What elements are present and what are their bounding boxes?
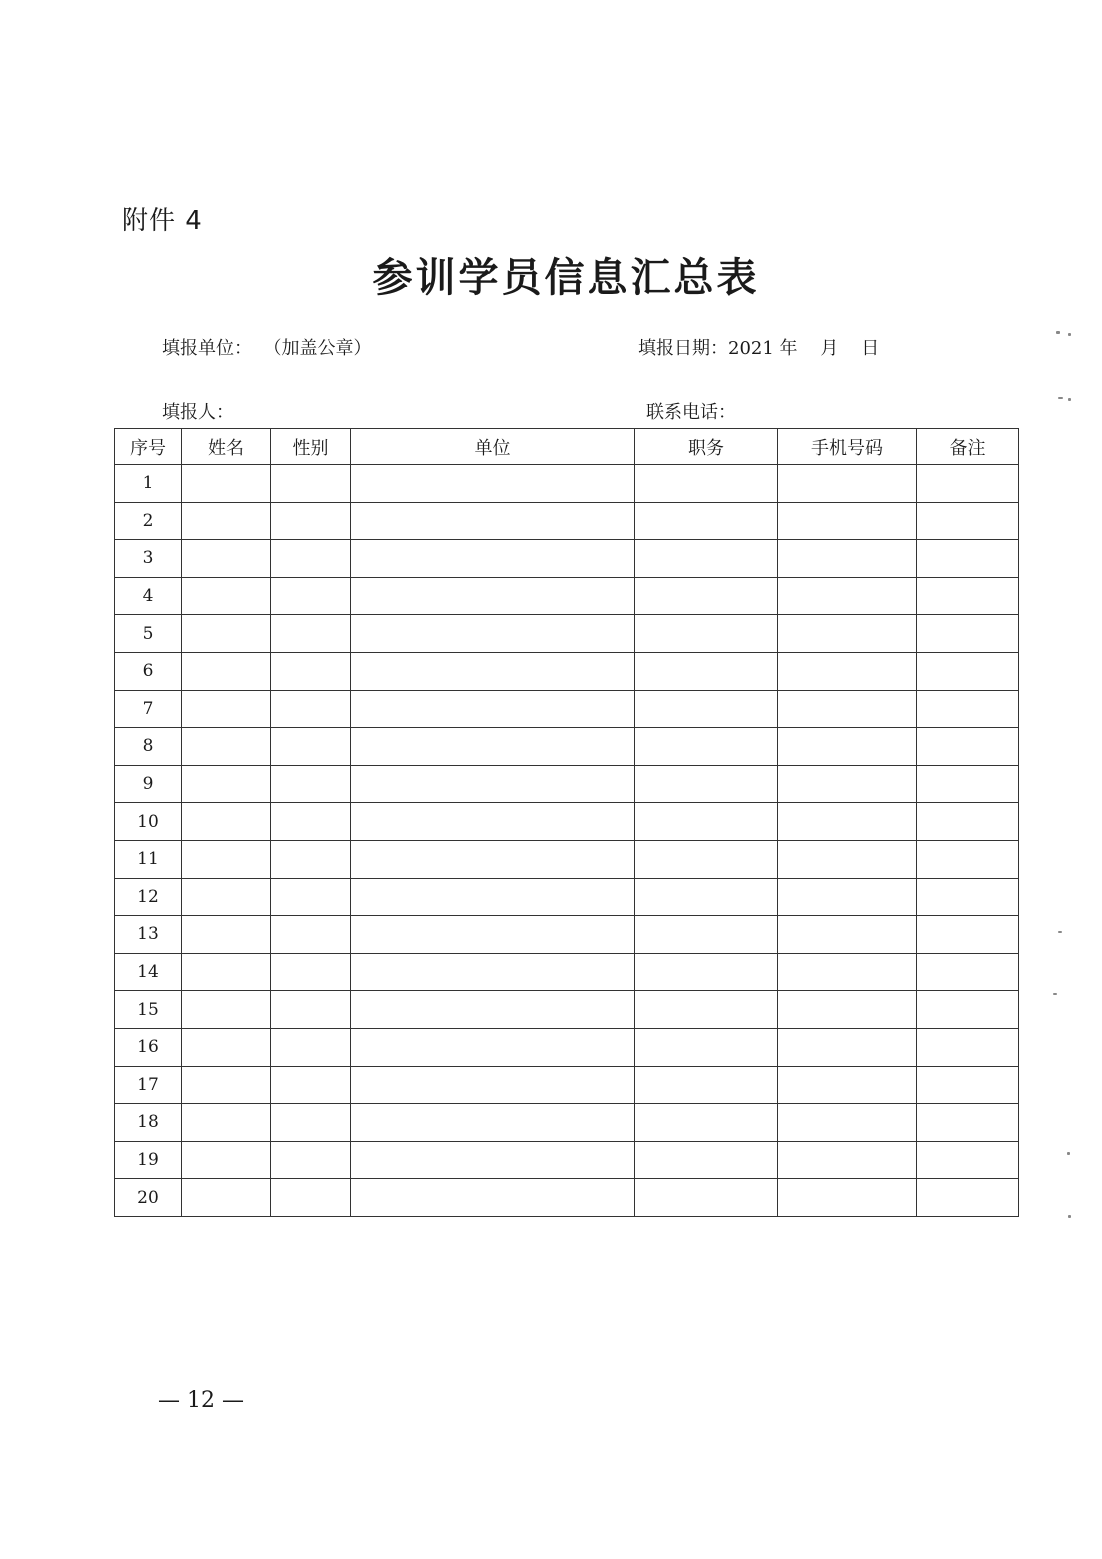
cell-position [635,728,778,766]
cell-number: 11 [115,840,182,878]
cell-unit [351,953,635,991]
cell-remarks [917,502,1019,540]
cell-position [635,615,778,653]
cell-name [182,840,271,878]
page-number: — 12 — [158,1388,244,1413]
cell-name [182,1028,271,1066]
cell-gender [271,765,351,803]
cell-mobile [778,803,917,841]
cell-unit [351,577,635,615]
reporting-date-label: 填报日期：2021 年 月 日 [638,338,880,359]
table-row [115,1141,1019,1179]
scan-speck [1056,331,1060,334]
table-row [115,728,1019,766]
cell-position [635,803,778,841]
cell-unit [351,690,635,728]
cell-name [182,652,271,690]
cell-remarks [917,1066,1019,1104]
column-header-number: 序号 [115,429,182,465]
cell-mobile [778,840,917,878]
cell-gender [271,615,351,653]
scan-speck [1058,931,1062,933]
cell-mobile [778,765,917,803]
cell-name [182,540,271,578]
cell-remarks [917,1028,1019,1066]
cell-gender [271,878,351,916]
cell-mobile [778,577,917,615]
cell-mobile [778,540,917,578]
cell-mobile [778,1141,917,1179]
column-header-name: 姓名 [182,429,271,465]
cell-gender [271,577,351,615]
cell-gender [271,1141,351,1179]
cell-remarks [917,728,1019,766]
cell-gender [271,465,351,503]
cell-position [635,840,778,878]
cell-number: 7 [115,690,182,728]
table-row [115,502,1019,540]
cell-unit [351,1104,635,1142]
cell-remarks [917,803,1019,841]
cell-remarks [917,878,1019,916]
cell-name [182,1179,271,1217]
cell-unit [351,728,635,766]
cell-number: 2 [115,502,182,540]
column-header-mobile: 手机号码 [778,429,917,465]
cell-number: 12 [115,878,182,916]
cell-mobile [778,953,917,991]
cell-mobile [778,916,917,954]
cell-name [182,577,271,615]
cell-gender [271,991,351,1029]
table-row [115,991,1019,1029]
cell-unit [351,1179,635,1217]
cell-gender [271,1179,351,1217]
cell-position [635,1179,778,1217]
cell-gender [271,1066,351,1104]
trainee-info-table [114,428,1019,1217]
cell-gender [271,840,351,878]
table-row [115,652,1019,690]
cell-remarks [917,991,1019,1029]
cell-gender [271,502,351,540]
cell-number: 13 [115,916,182,954]
cell-remarks [917,1141,1019,1179]
cell-name [182,690,271,728]
table-row [115,690,1019,728]
cell-position [635,916,778,954]
cell-position [635,1066,778,1104]
cell-name [182,502,271,540]
cell-number: 15 [115,991,182,1029]
cell-remarks [917,840,1019,878]
cell-position [635,953,778,991]
cell-remarks [917,765,1019,803]
cell-name [182,803,271,841]
cell-gender [271,540,351,578]
cell-unit [351,765,635,803]
table-row [115,577,1019,615]
cell-position [635,577,778,615]
cell-mobile [778,1028,917,1066]
cell-mobile [778,465,917,503]
cell-gender [271,803,351,841]
cell-position [635,652,778,690]
cell-remarks [917,652,1019,690]
table-row [115,878,1019,916]
cell-position [635,1028,778,1066]
cell-remarks [917,916,1019,954]
cell-unit [351,991,635,1029]
cell-unit [351,465,635,503]
column-header-position: 职务 [635,429,778,465]
table-row [115,803,1019,841]
cell-unit [351,540,635,578]
cell-number: 8 [115,728,182,766]
cell-gender [271,1028,351,1066]
cell-mobile [778,690,917,728]
cell-mobile [778,991,917,1029]
cell-remarks [917,615,1019,653]
table-row [115,540,1019,578]
cell-number: 5 [115,615,182,653]
table-header-row [115,429,1019,465]
cell-number: 3 [115,540,182,578]
cell-unit [351,840,635,878]
table-row [115,1179,1019,1217]
cell-number: 19 [115,1141,182,1179]
cell-gender [271,1104,351,1142]
cell-name [182,953,271,991]
cell-name [182,615,271,653]
cell-position [635,540,778,578]
cell-unit [351,878,635,916]
cell-position [635,690,778,728]
cell-number: 14 [115,953,182,991]
cell-number: 20 [115,1179,182,1217]
cell-mobile [778,1104,917,1142]
cell-mobile [778,1179,917,1217]
cell-mobile [778,878,917,916]
table-row [115,916,1019,954]
column-header-gender: 性别 [271,429,351,465]
cell-number: 18 [115,1104,182,1142]
cell-name [182,916,271,954]
cell-name [182,1066,271,1104]
cell-position [635,1104,778,1142]
cell-unit [351,502,635,540]
cell-unit [351,1141,635,1179]
cell-remarks [917,953,1019,991]
cell-unit [351,652,635,690]
cell-gender [271,728,351,766]
cell-number: 9 [115,765,182,803]
scan-speck [1068,1215,1071,1218]
table-row [115,765,1019,803]
cell-gender [271,916,351,954]
cell-remarks [917,577,1019,615]
cell-name [182,1141,271,1179]
cell-name [182,765,271,803]
cell-name [182,878,271,916]
cell-remarks [917,465,1019,503]
cell-mobile [778,728,917,766]
cell-remarks [917,1179,1019,1217]
cell-number: 17 [115,1066,182,1104]
table-row [115,1028,1019,1066]
cell-mobile [778,502,917,540]
cell-mobile [778,615,917,653]
cell-unit [351,615,635,653]
table-row [115,840,1019,878]
table-row [115,1104,1019,1142]
table-row [115,615,1019,653]
cell-gender [271,953,351,991]
cell-remarks [917,690,1019,728]
scan-speck [1067,1152,1070,1155]
cell-remarks [917,1104,1019,1142]
filler-label: 填报人： [162,402,234,423]
cell-position [635,765,778,803]
cell-number: 6 [115,652,182,690]
cell-name [182,465,271,503]
scan-speck [1053,993,1057,995]
cell-unit [351,1066,635,1104]
cell-gender [271,652,351,690]
reporting-unit-label: 填报单位： （加盖公章） [162,338,372,359]
cell-unit [351,1028,635,1066]
table-row [115,953,1019,991]
cell-position [635,878,778,916]
cell-mobile [778,652,917,690]
column-header-remarks: 备注 [917,429,1019,465]
document-title: 参训学员信息汇总表 [372,255,760,301]
cell-position [635,991,778,1029]
cell-unit [351,803,635,841]
cell-mobile [778,1066,917,1104]
cell-position [635,502,778,540]
scan-speck [1068,333,1071,336]
cell-position [635,465,778,503]
scan-speck [1058,397,1063,399]
cell-position [635,1141,778,1179]
cell-name [182,728,271,766]
cell-number: 1 [115,465,182,503]
cell-gender [271,690,351,728]
cell-number: 10 [115,803,182,841]
cell-number: 16 [115,1028,182,1066]
column-header-unit: 单位 [351,429,635,465]
table-row [115,1066,1019,1104]
cell-number: 4 [115,577,182,615]
cell-name [182,991,271,1029]
cell-remarks [917,540,1019,578]
scan-speck [1068,398,1071,401]
table-row [115,465,1019,503]
attachment-label: 附件 4 [122,206,203,236]
cell-name [182,1104,271,1142]
cell-unit [351,916,635,954]
contact-phone-label: 联系电话： [646,402,736,423]
